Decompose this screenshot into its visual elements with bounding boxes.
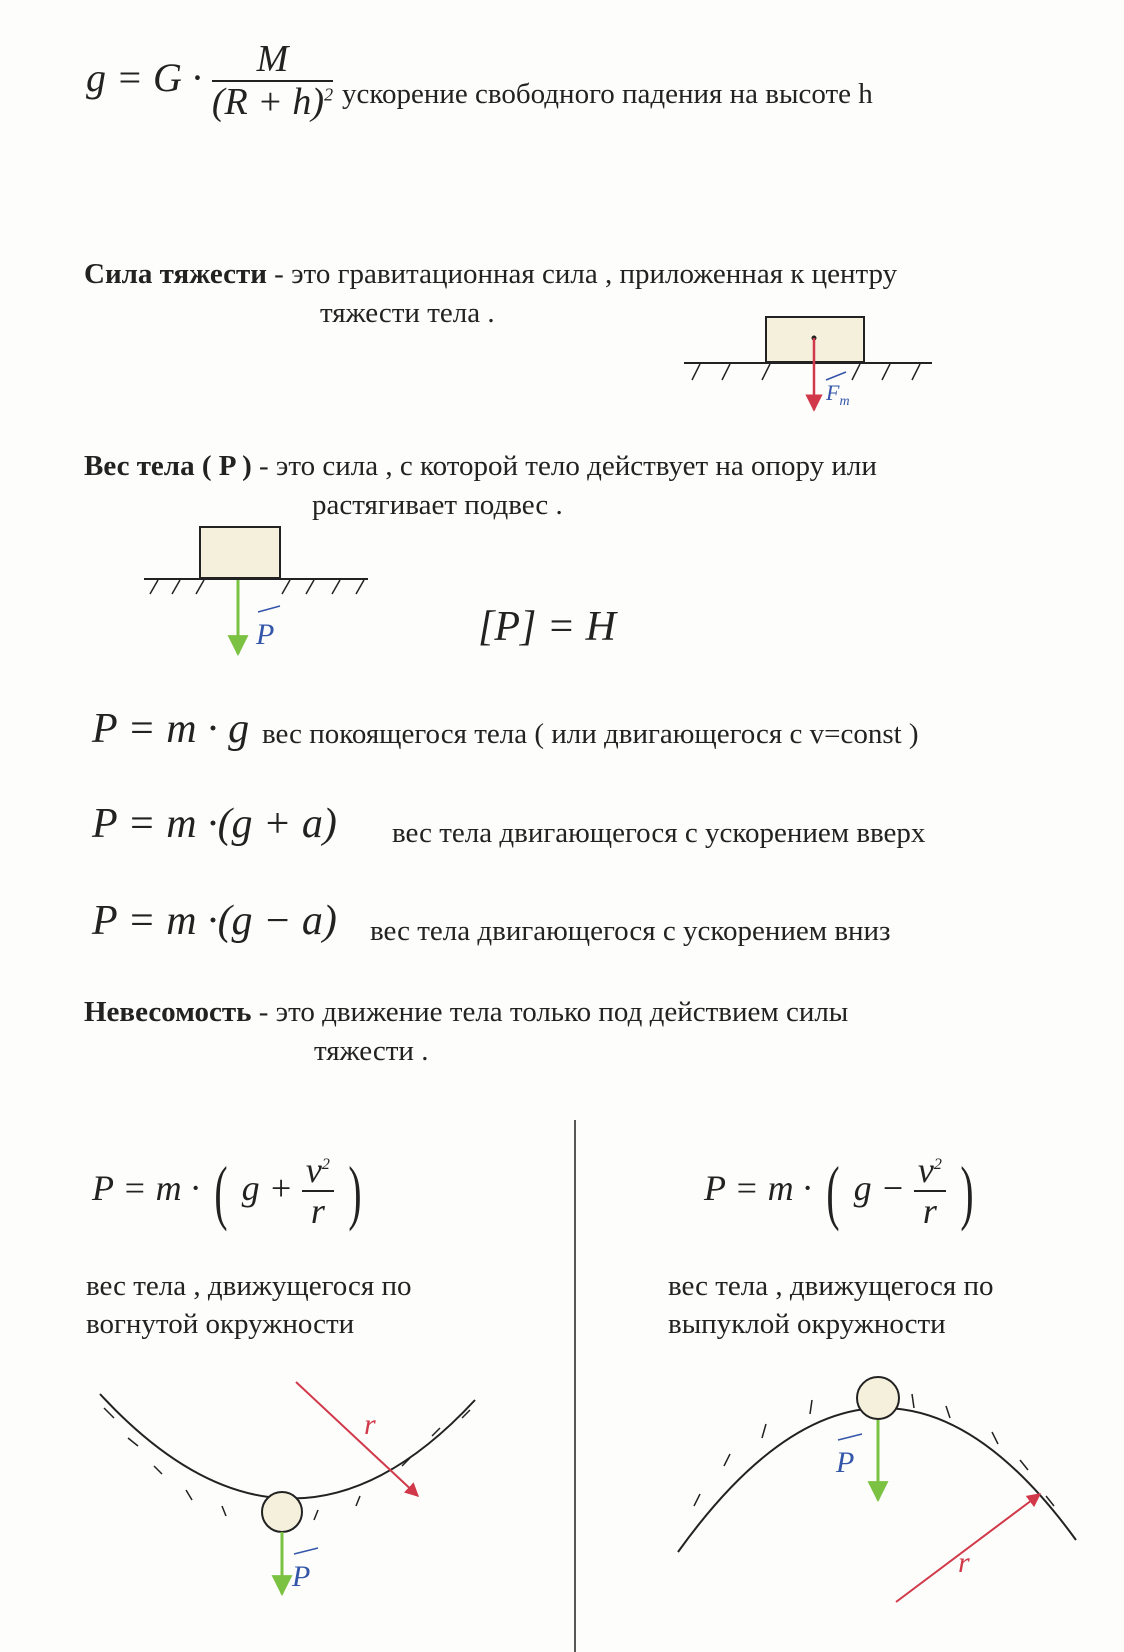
convex-formula-v-exp: 2 [933,1156,942,1173]
weight-formula-up-desc: вес тела двигающегося с ускорением вверх [392,817,926,849]
convex-formula-paren-close: ) [960,1151,974,1232]
convex-radius-label: r [958,1546,970,1579]
convex-formula-lhs: P = m · [704,1167,812,1208]
weight-formula-rest: P = m · g [92,706,250,752]
concave-formula-denominator: r [310,1190,325,1231]
weightlessness-line2: тяжести . [314,1035,429,1067]
formula-g-lhs: g = G · [86,55,202,101]
convex-ball [857,1377,899,1419]
gravity-force-label: $F_т$ [826,380,850,409]
convex-force-label-vector [838,1434,862,1440]
convex-desc-line2: выпуклой окружности [668,1308,946,1340]
weight-ground-hatch [150,580,364,594]
weight-formula-down: P = m ·(g − a) [92,898,337,944]
convex-diagram [678,1377,1076,1602]
gravity-term: Сила тяжести [84,258,267,290]
formula-g-description: ускорение свободного падения на высоте h [342,78,873,110]
convex-formula-v: v [917,1150,934,1190]
weightlessness-term: Невесомость [84,996,252,1028]
concave-force-label-vector [294,1548,318,1554]
weight-formula-up: P = m ·(g + a) [92,801,337,847]
concave-force-label: P [292,1560,311,1593]
weightlessness-definition-text: - это движение тела только под действием силы [258,996,849,1028]
gravity-ground-hatch [692,364,920,380]
concave-diagram [100,1382,475,1594]
formula-g-den-text: (R + h) [211,80,325,123]
convex-formula-denominator: r [922,1190,937,1231]
weight-formula-down-desc: вес тела двигающегося с ускорением вниз [370,915,891,947]
gravity-diagram [684,317,932,410]
gravity-definition-text: - это гравитационная сила , приложенная к центру [274,258,898,290]
gravity-definition-line2: тяжести тела . [320,297,495,329]
weight-force-label-vector [258,606,280,612]
concave-ball [262,1492,302,1532]
weight-diagram [144,527,368,654]
weight-definition-line2: растягивает подвес . [312,489,563,521]
concave-desc-line2: вогнутой окружности [86,1308,355,1340]
convex-formula-g: g − [853,1167,905,1208]
formula-g-numerator: M [212,40,333,82]
convex-formula-paren-open: ( [826,1151,840,1232]
concave-radius-arrow [296,1382,418,1496]
convex-desc-line1: вес тела , движущегося по [668,1270,994,1302]
formula-g-exponent: 2 [324,84,334,105]
weight-box [200,527,280,578]
concave-formula-v-exp: 2 [321,1156,330,1173]
weight-unit: [P] = H [478,604,617,650]
concave-desc-line1: вес тела , движущегося по [86,1270,412,1302]
weight-formula-rest-desc: вес покоящегося тела ( или двигающегося с v=const ) [262,718,919,750]
concave-formula-lhs: P = m · [92,1167,200,1208]
gravity-force-label-vector [826,372,846,380]
concave-formula-g: g + [241,1167,293,1208]
concave-arc [100,1394,475,1499]
concave-formula-paren-close: ) [348,1151,362,1232]
concave-radius-label: r [364,1408,376,1441]
convex-force-label: P [836,1446,855,1479]
concave-formula-paren-open: ( [214,1151,228,1232]
weight-definition-text: - это сила , с которой тело действует на опору или [259,450,877,482]
weight-term: Вес тела ( P ) [84,450,252,482]
weight-force-label: P [256,618,275,651]
concave-formula-v: v [305,1150,322,1190]
